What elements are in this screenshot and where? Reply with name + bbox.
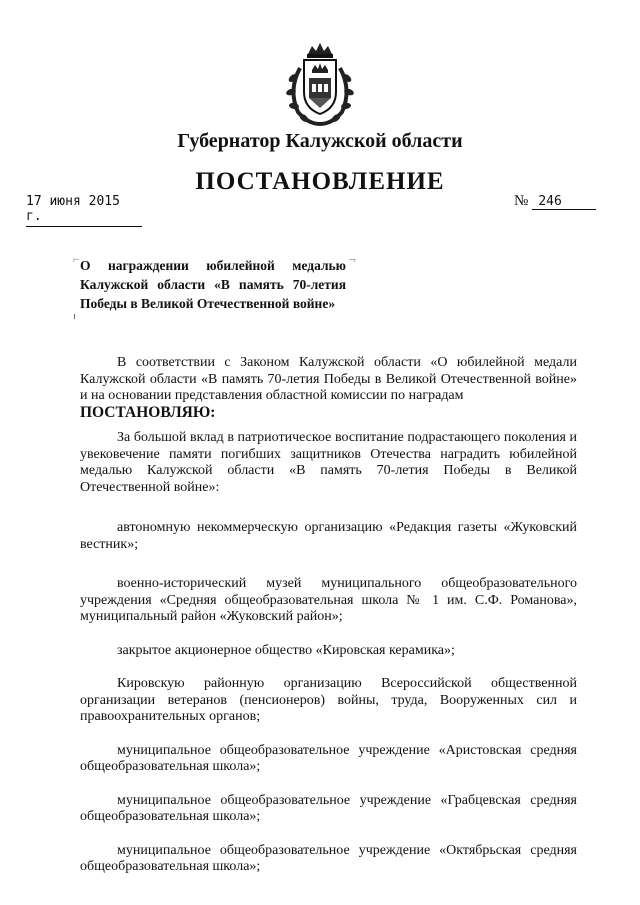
margin-tick bbox=[74, 314, 75, 319]
award-item: Кировскую районную организацию Всероссийской общественной организации ветеранов (пенсионеров) войны, труда, Вооруженных сил и правоохранительных органов; bbox=[80, 676, 577, 724]
decree-word: ПОСТАНОВЛЯЮ: bbox=[80, 403, 216, 421]
document-body bbox=[80, 355, 577, 876]
preamble-paragraph: В соответствии с Законом Калужской области «О юбилейной медали Калужской области «В память 70-летия Победы в Великой Отечественной войне» и на основании представления областной комиссии по наградам bbox=[80, 355, 577, 403]
issuer-heading: Губернатор Калужской области bbox=[177, 130, 463, 152]
document-number bbox=[514, 193, 596, 210]
award-item: закрытое акционерное общество «Кировская керамика»; bbox=[117, 642, 455, 658]
corner-mark-left: ⌐ bbox=[73, 252, 80, 266]
award-item: муниципальное общеобразовательное учреждение «Грабцевская средняя общеобразовательная школа»; bbox=[80, 792, 577, 824]
number-value: 246 bbox=[532, 194, 596, 210]
document-subject: О награждении юбилейной медалью Калужской области «В память 70-летия Победы в Великой Отечественной войне» bbox=[80, 258, 346, 311]
award-item: муниципальное общеобразовательное учреждение «Аристовская средняя общеобразовательная школа»; bbox=[80, 742, 577, 774]
award-item: автономную некоммерческую организацию «Редакция газеты «Жуковский вестник»; bbox=[80, 520, 577, 552]
award-item: военно-исторический музей муниципального общеобразовательного учреждения «Средняя общеобразовательная школа № 1 им. С.Ф. Романова», муниципальный район «Жуковский район»; bbox=[80, 576, 577, 624]
document-date: 17 июня 2015 г. bbox=[26, 194, 142, 227]
document-title: ПОСТАНОВЛЕНИЕ bbox=[195, 168, 445, 195]
corner-mark-right: ¬ bbox=[349, 252, 356, 266]
intro-paragraph: За большой вклад в патриотическое воспитание подрастающего поколения и увековечение памяти погибших защитников Отечества наградить юбилейной медалью Калужской области «В память 70-летия Победы в Великой Отечественной войне»: bbox=[80, 430, 577, 495]
coat-of-arms-icon bbox=[282, 40, 358, 126]
number-label: № bbox=[514, 193, 529, 209]
award-item: муниципальное общеобразовательное учреждение «Октябрьская средняя общеобразовательная школа»; bbox=[80, 842, 577, 874]
